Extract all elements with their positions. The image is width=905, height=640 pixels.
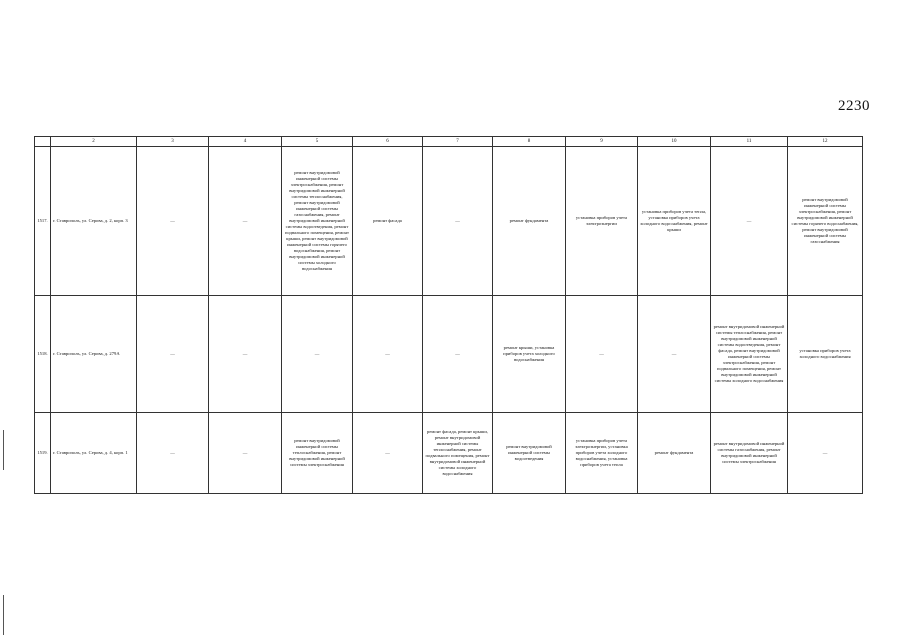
column-number-row	[35, 137, 863, 147]
table-cell: —	[566, 296, 638, 413]
table-cell: ремонт фасада, ремонт крыши, ремонт внутридомовой инженерной системы теплоснабжения, ремонт подвального помещения, ремонт внутридомовой инженерной системы холодного водоснабжения	[423, 413, 493, 494]
table-cell: ремонт крыши, установка приборов учета холодного водоснабжения	[493, 296, 566, 413]
table-cell: —	[423, 147, 493, 296]
table-cell: ремонт внутридомовой инженерной системы теплоснабжения, ремонт внутридомовой инженерной системы электроснабжения	[282, 413, 353, 494]
table-cell: —	[423, 296, 493, 413]
table-cell: —	[209, 413, 282, 494]
table-cell: установка приборов учета холодного водоснабжения	[788, 296, 863, 413]
row-number: 1518.	[35, 296, 51, 413]
table-cell: —	[282, 296, 353, 413]
table-cell: ремонт фасада	[353, 147, 423, 296]
table-cell: ремонт внутридомовой инженерной системы электроснабжения, ремонт внутридомовой инженерной системы горячего водоснабжения, ремонт внутридомовой инженерной системы газоснабжения	[788, 147, 863, 296]
table-cell: —	[137, 413, 209, 494]
table-cell: —	[353, 413, 423, 494]
table-cell: —	[209, 147, 282, 296]
table-cell: —	[788, 413, 863, 494]
column-header: 7	[423, 137, 493, 147]
address-cell: г. Ставрополь, ул. Серова, д. 2, корп. 3	[51, 147, 137, 296]
column-header: 8	[493, 137, 566, 147]
column-header: 2	[51, 137, 137, 147]
column-header: 5	[282, 137, 353, 147]
address-cell: г. Ставрополь, ул. Серова, д. 4, корп. 1	[51, 413, 137, 494]
table-cell: ремонт фундамента	[638, 413, 711, 494]
table-row	[35, 413, 863, 494]
row-number: 1519.	[35, 413, 51, 494]
table-cell: —	[137, 147, 209, 296]
column-header: 10	[638, 137, 711, 147]
scan-edge-mark	[3, 430, 4, 470]
table-cell: —	[353, 296, 423, 413]
table-cell: ремонт внутридомовой инженерной системы газоснабжения, ремонт внутридомовой инженерной системы электроснабжения	[711, 413, 788, 494]
table-cell: установка приборов учета электроэнергии, установка приборов учета холодного водоснабжения, установка приборов учета тепла	[566, 413, 638, 494]
column-header: 12	[788, 137, 863, 147]
column-header: 6	[353, 137, 423, 147]
column-header	[35, 137, 51, 147]
page-number: 2230	[838, 98, 870, 114]
table-cell: ремонт внутридомовой инженерной системы электроснабжения, ремонт внутридомовой инженерной системы теплоснабжения, ремонт внутридомовой инженерной системы газоснабжения, ремонт внутридомовой инженерной системы водоотведения, ремонт подвального помещения, ремонт крыши, ремонт внутридомовой инженерной системы горячего водоснабжения, ремонт внутридомовой инженерной системы холодного водоснабжения	[282, 147, 353, 296]
table-cell: ремонт фундамента	[493, 147, 566, 296]
table-cell: установка приборов учета электроэнергии	[566, 147, 638, 296]
column-header: 4	[209, 137, 282, 147]
table-row	[35, 147, 863, 296]
table-cell: —	[209, 296, 282, 413]
address-cell: г. Ставрополь, ул. Серова, д. 279А	[51, 296, 137, 413]
column-header: 3	[137, 137, 209, 147]
table-cell: установка приборов учета тепла, установка приборов учета холодного водоснабжения, ремонт крыши	[638, 147, 711, 296]
column-header: 11	[711, 137, 788, 147]
table-cell: ремонт внутридомовой инженерной системы водоотведения	[493, 413, 566, 494]
table-cell: —	[638, 296, 711, 413]
column-header: 9	[566, 137, 638, 147]
scan-edge-mark	[3, 595, 4, 635]
schedule-table	[34, 136, 863, 494]
table-cell: ремонт внутридомовой инженерной системы теплоснабжения, ремонт внутридомовой инженерной системы водоотведения, ремонт фасада, ремонт внутридомовой инженерной системы электроснабжения, ремонт подвального помещения, ремонт внутридомовой инженерной системы холодного водоснабжения	[711, 296, 788, 413]
row-number: 1517.	[35, 147, 51, 296]
table-row	[35, 296, 863, 413]
table-cell: —	[711, 147, 788, 296]
table-cell: —	[137, 296, 209, 413]
